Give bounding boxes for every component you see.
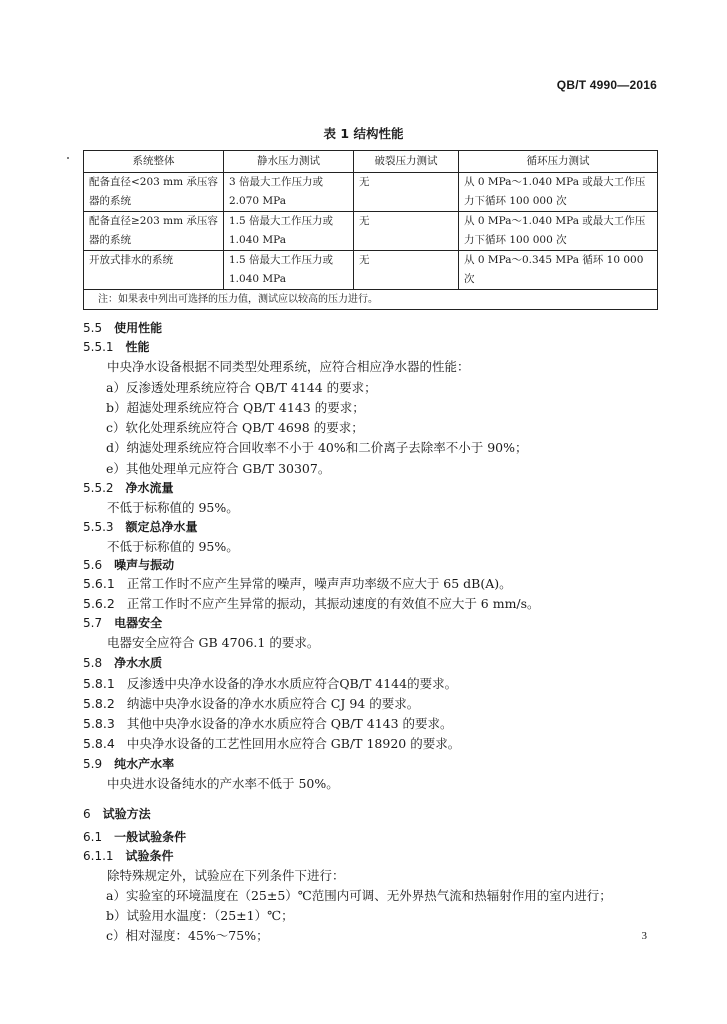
body-paragraph: [106, 418, 364, 438]
clause-text: 试验条件: [125, 849, 174, 863]
numbered-clause: [83, 674, 457, 694]
body-paragraph: [107, 357, 470, 377]
clause-number: 5.8: [83, 656, 103, 670]
section-heading: [83, 555, 174, 575]
clause-number: 5.8.2: [83, 696, 115, 711]
table-caption: 表 1 结构性能: [323, 126, 404, 141]
standard-code: QB/T 4990—2016: [556, 78, 657, 92]
section-heading: [83, 804, 151, 824]
clause-text: 中央净水设备根据不同类型处理系统，应符合相应净水器的性能：: [107, 359, 470, 374]
structure-performance-table: [83, 150, 658, 310]
clause-number: 5.9: [83, 757, 103, 771]
clause-text: a）反渗透处理系统应符合 QB/T 4144 的要求；: [106, 380, 377, 395]
clause-text: 除特殊规定外，试验应在下列条件下进行：: [107, 868, 345, 883]
clause-text: c）相对湿度：45%～75%；: [106, 928, 269, 943]
body-paragraph: [106, 926, 269, 946]
table-cell: 无: [354, 251, 459, 290]
clause-text: 电器安全应符合 GB 4706.1 的要求。: [107, 635, 320, 650]
numbered-clause: [83, 594, 540, 614]
clause-text: 正常工作时不应产生异常的振动，其振动速度的有效值不应大于 6 mm/s。: [126, 596, 540, 611]
clause-text: 电器安全: [114, 616, 163, 630]
clause-text: 额定总净水量: [125, 520, 198, 534]
page-number: 3: [641, 930, 647, 942]
body-paragraph: [106, 378, 377, 398]
section-heading: [83, 846, 174, 866]
margin-dot: [67, 157, 69, 159]
clause-text: 不低于标称值的 95%。: [107, 539, 239, 554]
clause-text: d）纳滤处理系统应符合回收率不小于 40%和二价离子去除率不小于 90%；: [106, 440, 528, 455]
table-row: [84, 251, 658, 290]
clause-number: 5.6: [83, 558, 103, 572]
clause-number: 5.8.4: [83, 736, 115, 751]
table-cell: 3 倍最大工作压力或2.070 MPa: [224, 173, 354, 212]
clause-text: 正常工作时不应产生异常的噪声，噪声声功率级不应大于 65 dB(A)。: [126, 576, 512, 591]
numbered-clause: [83, 734, 460, 754]
body-paragraph: [107, 537, 239, 557]
body-paragraph: [106, 459, 330, 479]
clause-text: a）实验室的环境温度在（25±5）℃范围内可调、无外界热气流和热辐射作用的室内进行；: [106, 888, 612, 903]
clause-number: 5.5: [83, 321, 103, 335]
clause-text: 净水流量: [125, 481, 174, 495]
clause-number: 6.1: [83, 830, 103, 844]
clause-text: 其他中央净水设备的净水水质应符合 QB/T 4143 的要求。: [126, 716, 453, 731]
clause-text: 中央净水设备的工艺性回用水应符合 GB/T 18920 的要求。: [126, 736, 461, 751]
numbered-clause: [83, 714, 453, 734]
section-heading: [83, 478, 174, 498]
section-heading: [83, 754, 174, 774]
clause-text: e）其他处理单元应符合 GB/T 30307。: [106, 461, 331, 476]
table-cell: 从 0 MPa～1.040 MPa 或最大工作压力下循环 100 000 次: [459, 212, 658, 251]
body-paragraph: [106, 438, 528, 458]
table-cell: 从 0 MPa～0.345 MPa 循环 10 000 次: [459, 251, 658, 290]
clause-number: 5.5.2: [83, 481, 114, 495]
table-cell: 1.5 倍最大工作压力或1.040 MPa: [224, 251, 354, 290]
section-heading: [83, 613, 162, 633]
numbered-clause: [83, 574, 512, 594]
clause-number: 5.5.1: [83, 340, 114, 354]
clause-number: 6: [83, 807, 91, 821]
numbered-clause: [83, 694, 419, 714]
body-paragraph: [106, 886, 612, 906]
table-row: [84, 173, 658, 212]
table-cell: 开放式排水的系统: [84, 251, 224, 290]
table-cell: 无: [354, 173, 459, 212]
body-paragraph: [107, 633, 319, 653]
table-cell: 从 0 MPa～1.040 MPa 或最大工作压力下循环 100 000 次: [459, 173, 658, 212]
clause-number: 5.6.2: [83, 596, 115, 611]
body-paragraph: [107, 774, 339, 794]
clause-text: 中央进水设备纯水的产水率不低于 50%。: [107, 776, 339, 791]
body-paragraph: [106, 906, 294, 926]
clause-text: 使用性能: [114, 321, 163, 335]
clause-text: c）软化处理系统应符合 QB/T 4698 的要求；: [106, 420, 364, 435]
table-header-cell: 静水压力测试: [224, 151, 354, 173]
table-row: [84, 212, 658, 251]
body-paragraph: [107, 498, 239, 518]
clause-text: b）超滤处理系统应符合 QB/T 4143 的要求；: [106, 400, 365, 415]
clause-text: 纳滤中央净水设备的净水水质应符合 CJ 94 的要求。: [126, 696, 420, 711]
table-note-row: [84, 290, 658, 310]
table-header-cell: 循环压力测试: [459, 151, 658, 173]
clause-number: 5.7: [83, 616, 103, 630]
section-heading: [83, 827, 186, 847]
clause-text: 反渗透中央净水设备的净水水质应符合QB/T 4144的要求。: [126, 676, 458, 691]
clause-text: 不低于标称值的 95%。: [107, 500, 239, 515]
table-cell: 配备直径≥203 mm 承压容器的系统: [84, 212, 224, 251]
table-cell: 配备直径<203 mm 承压容器的系统: [84, 173, 224, 212]
clause-number: 5.6.1: [83, 576, 115, 591]
section-heading: [83, 318, 162, 338]
table-header-row: [84, 151, 658, 173]
clause-text: 纯水产水率: [114, 757, 175, 771]
clause-text: 试验方法: [102, 807, 151, 821]
clause-text: 性能: [125, 340, 150, 354]
table-header-cell: 系统整体: [84, 151, 224, 173]
clause-text: b）试验用水温度：（25±1）℃；: [106, 908, 294, 923]
clause-number: 6.1.1: [83, 849, 114, 863]
clause-number: 5.5.3: [83, 520, 114, 534]
table-cell: 1.5 倍最大工作压力或1.040 MPa: [224, 212, 354, 251]
table-note: 注：如果表中列出可选择的压力值，测试应以较高的压力进行。: [84, 290, 658, 310]
body-paragraph: [106, 398, 365, 418]
section-heading: [83, 653, 162, 673]
clause-number: 5.8.3: [83, 716, 115, 731]
clause-text: 净水水质: [114, 656, 163, 670]
clause-text: 噪声与振动: [114, 558, 175, 572]
table-header-cell: 破裂压力测试: [354, 151, 459, 173]
section-heading: [83, 517, 198, 537]
clause-text: 一般试验条件: [114, 830, 187, 844]
table-cell: 无: [354, 212, 459, 251]
clause-number: 5.8.1: [83, 676, 115, 691]
section-heading: [83, 337, 150, 357]
body-paragraph: [107, 866, 345, 886]
